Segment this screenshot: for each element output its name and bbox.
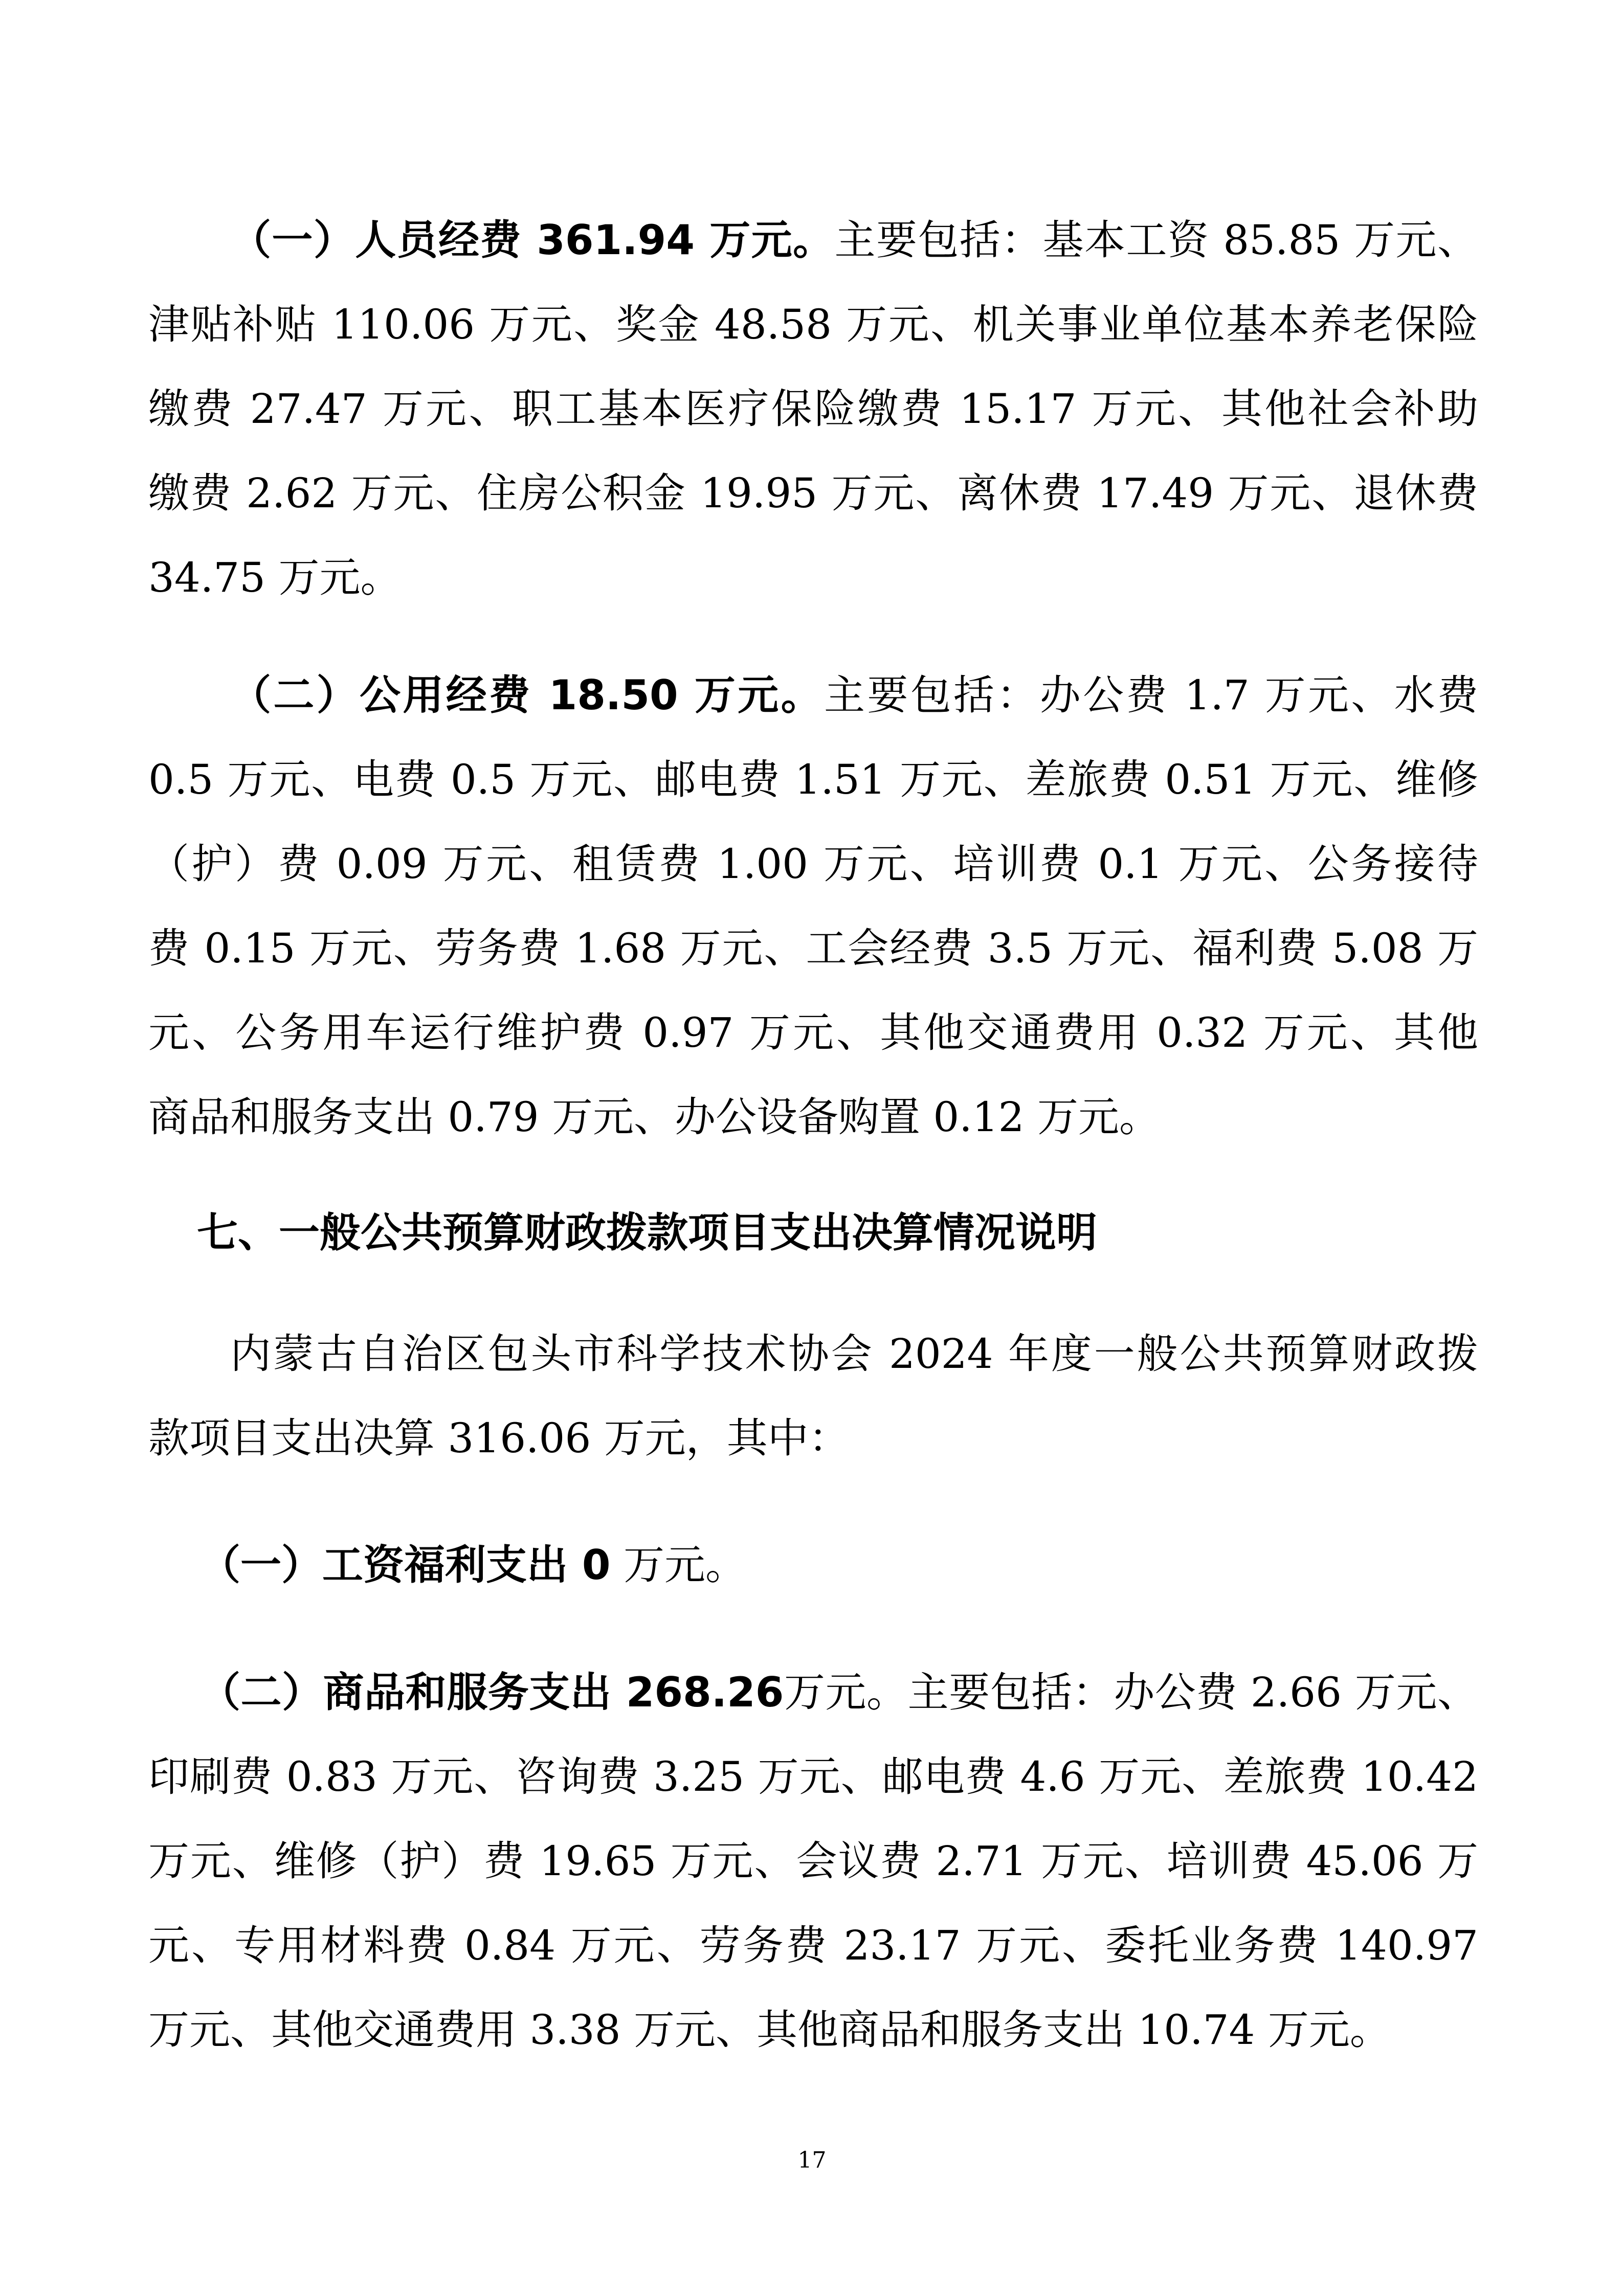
personnel-expense-line-3: 缴费 27.47 万元、职工基本医疗保险缴费 15.17 万元、其他社会补助 (148, 385, 1478, 433)
section-heading-7: 七、一般公共预算财政拨款项目支出决算情况说明 (197, 1209, 1097, 1256)
personnel-expense-heading: （一）人员经费 361.94 万元。 (230, 216, 835, 264)
personnel-expense-line-1: （一）人员经费 361.94 万元。主要包括：基本工资 85.85 万元、 (230, 216, 1478, 264)
public-expense-heading: （二）公用经费 18.50 万元。 (230, 671, 824, 719)
public-expense-line-1: （二）公用经费 18.50 万元。主要包括：办公费 1.7 万元、水费 (230, 671, 1478, 719)
personnel-expense-line-5: 34.75 万元。 (148, 554, 402, 601)
goods-services-heading: （二）商品和服务支出 268.26 (199, 1669, 784, 1716)
project-expense-intro-line-2: 款项目支出决算 316.06 万元，其中： (148, 1414, 850, 1462)
project-expense-intro-line-1: 内蒙古自治区包头市科学技术协会 2024 年度一般公共预算财政拨 (230, 1330, 1478, 1378)
page-number: 17 (797, 2147, 827, 2173)
public-expense-line-6: 商品和服务支出 0.79 万元、办公设备购置 0.12 万元。 (148, 1093, 1160, 1141)
personnel-expense-line-4: 缴费 2.62 万元、住房公积金 19.95 万元、离休费 17.49 万元、退休费 (148, 469, 1478, 517)
personnel-expense-line-2: 津贴补贴 110.06 万元、奖金 48.58 万元、机关事业单位基本养老保险 (148, 301, 1478, 348)
goods-services-line-1: （二）商品和服务支出 268.26万元。主要包括：办公费 2.66 万元、 (199, 1669, 1479, 1716)
goods-services-line-3: 万元、维修（护）费 19.65 万元、会议费 2.71 万元、培训费 45.06 万 (148, 1837, 1478, 1885)
goods-services-line-2: 印刷费 0.83 万元、咨询费 3.25 万元、邮电费 4.6 万元、差旅费 10.42 (148, 1753, 1478, 1800)
goods-services-line-5: 万元、其他交通费用 3.38 万元、其他商品和服务支出 10.74 万元。 (148, 2006, 1391, 2054)
public-expense-line-4: 费 0.15 万元、劳务费 1.68 万元、工会经费 3.5 万元、福利费 5.08 万 (148, 925, 1478, 972)
public-expense-line-3: （护）费 0.09 万元、租赁费 1.00 万元、培训费 0.1 万元、公务接待 (148, 840, 1478, 888)
public-expense-line-5: 元、公务用车运行维护费 0.97 万元、其他交通费用 0.32 万元、其他 (148, 1009, 1478, 1056)
public-expense-line-2: 0.5 万元、电费 0.5 万元、邮电费 1.51 万元、差旅费 0.51 万元、维修 (148, 756, 1478, 803)
salary-welfare-line: （一）工资福利支出 0 万元。 (199, 1541, 746, 1589)
goods-services-line-4: 元、专用材料费 0.84 万元、劳务费 23.17 万元、委托业务费 140.97 (148, 1922, 1478, 1969)
salary-welfare-heading: （一）工资福利支出 0 (199, 1541, 611, 1589)
